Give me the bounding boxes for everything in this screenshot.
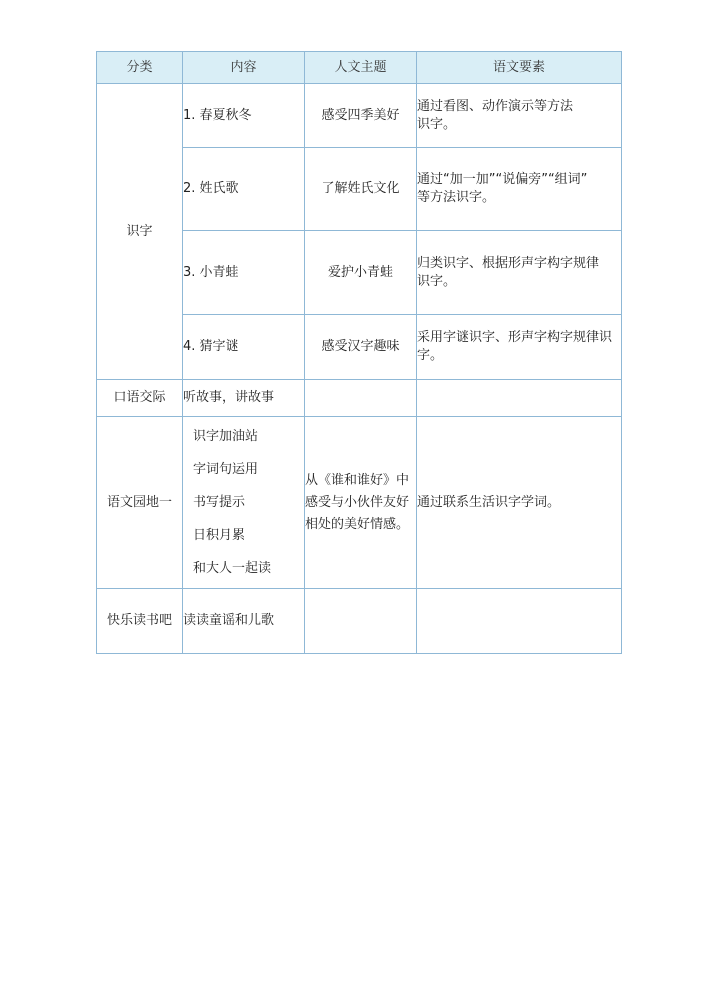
element-cell [417, 148, 622, 231]
header-category: 分类 [97, 52, 183, 84]
element-line: 通过“加一加”“说偏旁”“组词” [417, 172, 588, 187]
category-reading: 快乐读书吧 [97, 589, 183, 654]
element-line: 识字。 [417, 116, 457, 132]
list-item: 识字加油站 [193, 429, 259, 444]
element-line: 等方法识字。 [417, 190, 496, 205]
header-element: 语文要素 [417, 52, 622, 84]
theme-cell: 了解姓氏文化 [305, 148, 417, 231]
theme-cell: 从《谁和谁好》中感受与小伙伴友好相处的美好情感。 [305, 417, 417, 589]
theme-cell: 感受汉字趣味 [305, 315, 417, 380]
category-garden: 语文园地一 [97, 417, 183, 589]
element-cell: 通过联系生活识字学词。 [417, 417, 622, 589]
element-cell [417, 231, 622, 315]
table-header-row [97, 52, 622, 84]
category-oral: 口语交际 [97, 380, 183, 417]
element-line: 归类识字、根据形声字构字规律 [417, 255, 600, 271]
content-cell: 2. 姓氏歌 [183, 148, 305, 231]
theme-cell: 感受四季美好 [305, 84, 417, 148]
header-theme: 人文主题 [305, 52, 417, 84]
unit-overview-table [96, 51, 622, 654]
table-row [97, 589, 622, 654]
table-row [97, 417, 622, 589]
element-cell [417, 315, 622, 380]
element-cell [417, 589, 622, 654]
content-cell: 读读童谣和儿歌 [183, 589, 305, 654]
element-line: 识字。 [417, 273, 457, 289]
element-line: 采用字谜识字、形声字构字规律识字。 [417, 330, 613, 363]
content-cell: 1. 春夏秋冬 [183, 84, 305, 148]
content-cell [183, 417, 305, 589]
header-content: 内容 [183, 52, 305, 84]
table-row [97, 380, 622, 417]
list-item: 书写提示 [193, 495, 246, 510]
table-row [97, 84, 622, 148]
list-item: 日积月累 [193, 528, 246, 543]
theme-cell [305, 380, 417, 417]
content-cell: 4. 猜字谜 [183, 315, 305, 380]
list-item: 字词句运用 [193, 462, 259, 477]
content-cell: 3. 小青蛙 [183, 231, 305, 315]
category-literacy: 识字 [97, 84, 183, 380]
element-line: 通过看图、动作演示等方法 [417, 98, 574, 114]
element-cell [417, 84, 622, 148]
element-cell [417, 380, 622, 417]
content-cell: 听故事，讲故事 [183, 380, 305, 417]
theme-cell [305, 589, 417, 654]
list-item: 和大人一起读 [193, 561, 272, 576]
theme-cell: 爱护小青蛙 [305, 231, 417, 315]
